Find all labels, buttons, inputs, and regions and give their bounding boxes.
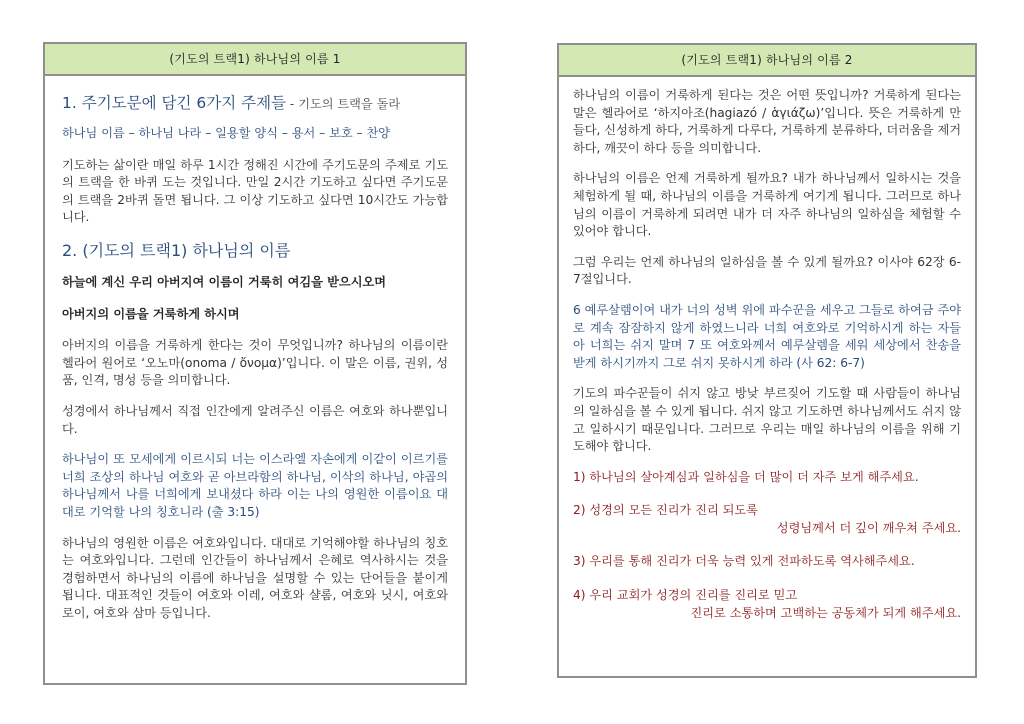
section-1-subtitle: - 기도의 트랙을 돌라 <box>286 97 401 111</box>
scripture-line-bold: 아버지의 이름을 거룩하게 하시며 <box>62 306 240 321</box>
page-1-header: (기도의 트랙1) 하나님의 이름 1 <box>45 44 465 76</box>
paragraph: 기도하는 삶이란 매일 하루 1시간 정해진 시간에 주기도문의 주제로 기도의 트랙을 한 바퀴 도는 것입니다. 만일 2시간 기도하고 싶다면 주기도문의 트랙을 2바퀴 돌면 됩니다. 그 이상 기도하고 싶다면 10시간도 가능합니다. <box>62 157 448 225</box>
prayer-topics-line: 하나님 이름 – 하나님 나라 – 일용할 양식 – 용서 – 보호 – 찬양 <box>62 126 391 140</box>
paragraph: 기도의 파수꾼들이 쉬지 않고 방낮 부르짖어 기도할 때 사람들이 하나님의 일하심을 볼 수 있게 됩니다. 쉬지 않고 기도하면 하나님께서도 쉬지 않고 일하시기 때문입니다. 그러므로 우리는 매일 하나님의 이름을 위해 기도해야 합니다. <box>573 386 961 454</box>
page-2-card <box>557 43 977 678</box>
paragraph: 성경에서 하나님께서 직접 인간에게 알려주신 이름은 여호와 하나뿐입니다. <box>62 403 448 436</box>
page-2-header: (기도의 트랙1) 하나님의 이름 2 <box>559 45 975 77</box>
prayer-item <box>573 502 961 537</box>
scripture-quote: 6 예루살렘이여 내가 너의 성벽 위에 파수꾼을 세우고 그들로 하여금 주야로 계속 잠잠하지 않게 하였느니라 너희 여호와로 기억하시게 하는 자들아 너희는 쉬지 말며 7 또 여호와께서 예루살렘을 세워 세상에서 찬송을 받게 하시기까지 그로 쉬지 못하시게 하라 (사 62: 6-7) <box>573 302 961 370</box>
section-1-heading <box>62 92 448 115</box>
paragraph: 그럼 우리는 언제 하나님의 일하심을 볼 수 있게 될까요? 이사야 62장 6-7절입니다. <box>573 254 961 287</box>
page-2-body <box>559 77 975 622</box>
paragraph: 하나님의 영원한 이름은 여호와입니다. 대대로 기억해야할 하나님의 칭호는 여호와입니다. 그런데 인간들이 하나님께서 은혜로 역사하시는 것을 경험하면서 하나님의 이름에 하나님을 설명할 수 있는 단어들을 붙이게 됩니다. 대표적인 것들이 여호와 이레, 여호와 샬롬, 여호와 닛시, 여호와 로이, 여호와 삼마 등입니다. <box>62 535 448 620</box>
page-1-body <box>45 76 465 622</box>
prayer-item-line: 성령님께서 더 깊이 깨우쳐 주세요. <box>776 520 961 535</box>
prayer-item: 1) 하나님의 살아계심과 일하심을 더 많이 더 자주 보게 해주세요. <box>573 469 919 484</box>
paragraph: 하나님의 이름은 언제 거룩하게 될까요? 내가 하나님께서 일하시는 것을 체험하게 될 때, 하나님의 이름을 거룩하게 여기게 됩니다. 그러므로 하나님의 이름이 거룩하게 되려면 내가 더 자주 하나님의 일하심을 체험할 수 있어야 합니다. <box>573 171 961 239</box>
prayer-item-line: 4) 우리 교회가 성경의 진리를 진리로 믿고 <box>573 588 798 603</box>
prayer-item <box>573 587 961 622</box>
scripture-line-bold: 하늘에 계신 우리 아버지여 이름이 거룩히 여김을 받으시오며 <box>62 274 387 289</box>
scripture-quote: 하나님이 또 모세에게 이르시되 너는 이스라엘 자손에게 이같이 이르기를 너희 조상의 하나님 여호와 곧 아브라함의 하나님, 이삭의 하나님, 야곱의 하나님께서 나를 너희에게 보내셨다 하라 이는 나의 영원한 이름이요 대대로 기억할 나의 칭호니라 (출 3:15) <box>62 452 448 519</box>
page-1-card <box>43 42 467 685</box>
prayer-item-line: 2) 성경의 모든 진리가 진리 되도록 <box>573 503 758 518</box>
prayer-item-line: 진리로 소통하며 고백하는 공동체가 되게 해주세요. <box>690 605 961 620</box>
section-2-heading: 2. (기도의 트랙1) 하나님의 이름 <box>62 240 291 260</box>
section-1-title: 1. 주기도문에 담긴 6가지 주제들 <box>62 94 287 112</box>
prayer-item: 3) 우리를 통해 진리가 더욱 능력 있게 전파하도록 역사해주세요. <box>573 554 915 569</box>
paragraph: 아버지의 이름을 거룩하게 한다는 것이 무엇입니까? 하나님의 이름이란 헬라어 원어로 ‘오노마(onoma / ὄνομα)’입니다. 이 말은 이름, 권위, 성품, 인격, 명성 등을 의미합니다. <box>62 338 448 388</box>
paragraph: 하나님의 이름이 거룩하게 된다는 것은 어떤 뜻입니까? 거룩하게 된다는 말은 헬라어로 ‘하지아조(hagiazó / ἁγιάζω)’입니다. 뜻은 거룩하게 만들다, 신성하게 하다, 거룩하게 다루다, 거룩하게 분류하다, 더러움을 제거하다, 깨끗이 하다 등을 의미합니다. <box>573 88 961 155</box>
